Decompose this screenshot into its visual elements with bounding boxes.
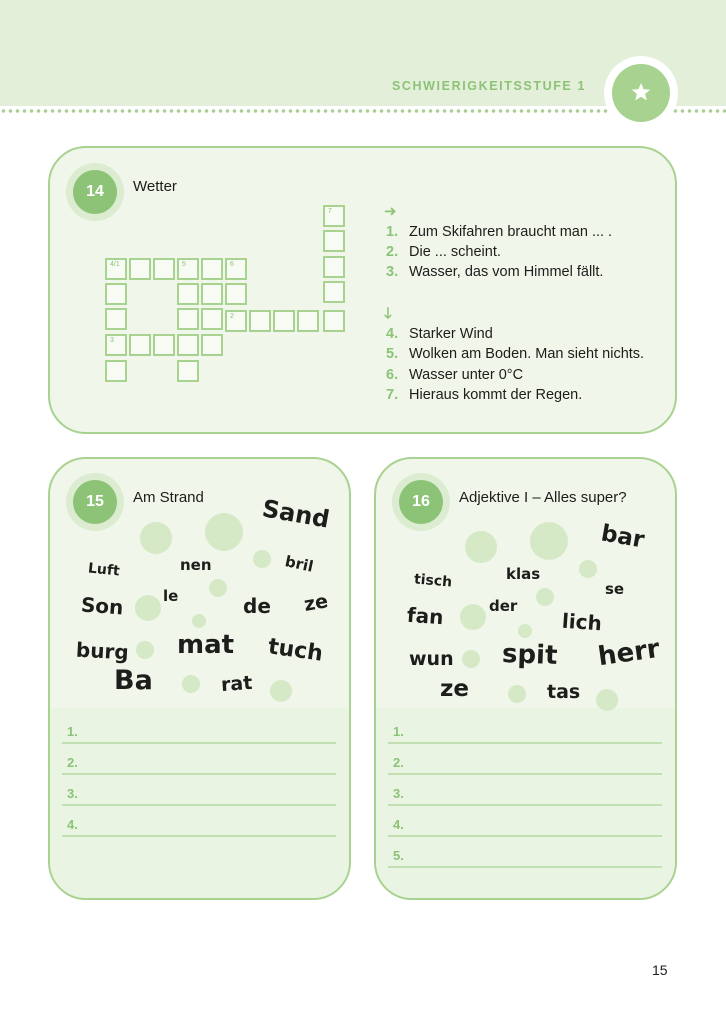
decorative-dot [270, 680, 292, 702]
syllable: spit [501, 639, 558, 671]
crossword-cell[interactable] [201, 258, 223, 280]
answer-line[interactable] [388, 835, 662, 837]
decorative-dot [182, 675, 200, 693]
crossword-cell[interactable] [153, 258, 175, 280]
crossword-cell[interactable] [153, 334, 175, 356]
answer-area [376, 708, 675, 898]
answer-number: 3. [393, 786, 404, 801]
crossword-cell[interactable] [249, 310, 271, 332]
crossword-cell[interactable] [225, 258, 247, 280]
exercise-number-badge [66, 473, 124, 531]
syllable: der [489, 597, 518, 615]
syllable: tisch [413, 571, 453, 591]
clue-item: 2. Die ... scheint. [386, 244, 501, 260]
crossword-cell[interactable] [177, 283, 199, 305]
exercise-14-card [48, 146, 677, 434]
syllable: burg [75, 637, 130, 665]
decorative-dot [205, 513, 243, 551]
syllable: fan [406, 602, 445, 630]
answer-line[interactable] [62, 773, 336, 775]
syllable: ze [302, 590, 330, 616]
crossword-cell[interactable] [105, 283, 127, 305]
crossword-cell[interactable] [201, 334, 223, 356]
crossword-cell[interactable] [323, 205, 345, 227]
clue-number: 6 [230, 261, 234, 268]
decorative-dot [579, 560, 597, 578]
answer-number: 2. [393, 755, 404, 770]
answer-line[interactable] [62, 804, 336, 806]
exercise-number: 15 [73, 480, 117, 524]
exercise-number: 16 [399, 480, 443, 524]
answer-number: 3. [67, 786, 78, 801]
answer-area [50, 708, 349, 898]
answer-number: 5. [393, 848, 404, 863]
syllable: de [243, 594, 271, 618]
crossword-cell[interactable] [105, 360, 127, 382]
crossword-cell[interactable] [323, 256, 345, 278]
decorative-dot [465, 531, 497, 563]
syllable: se [605, 580, 625, 598]
syllable: le [163, 587, 179, 605]
decorative-dot [140, 522, 172, 554]
syllable: Luft [87, 560, 121, 580]
syllable: nen [180, 556, 212, 574]
crossword-cell[interactable] [177, 334, 199, 356]
syllable: bar [599, 520, 647, 554]
syllable: rat [220, 671, 254, 697]
answer-line[interactable] [388, 866, 662, 868]
syllable: Sand [260, 494, 332, 534]
clue-item: 5. Wolken am Boden. Man sieht nichts. [386, 346, 645, 362]
crossword-cell[interactable] [105, 334, 127, 356]
clue-item: 3. Wasser, das vom Himmel fällt. [386, 264, 604, 280]
decorative-dot [508, 685, 526, 703]
answer-number: 1. [67, 724, 78, 739]
exercise-number: 14 [73, 170, 117, 214]
decorative-dot [536, 588, 554, 606]
crossword-cell[interactable] [297, 310, 319, 332]
decorative-dot [460, 604, 486, 630]
crossword-cell[interactable] [177, 258, 199, 280]
crossword-cell[interactable] [323, 281, 345, 303]
answer-line[interactable] [62, 742, 336, 744]
page-number: 15 [652, 962, 668, 978]
clue-number: 4/1 [110, 261, 120, 268]
answer-number: 4. [67, 817, 78, 832]
decorative-dot [135, 595, 161, 621]
syllable: ze [440, 676, 469, 702]
decorative-dot [136, 641, 154, 659]
answer-number: 1. [393, 724, 404, 739]
crossword-cell[interactable] [129, 334, 151, 356]
answer-line[interactable] [388, 804, 662, 806]
decorative-dot [192, 614, 206, 628]
clue-number: 7 [328, 208, 332, 215]
crossword-cell[interactable] [177, 308, 199, 330]
answer-line[interactable] [388, 742, 662, 744]
clue-item: 1. Zum Skifahren braucht man ... . [386, 224, 613, 240]
clue-number: 2 [230, 313, 234, 320]
crossword-cell[interactable] [323, 230, 345, 252]
exercise-title: Adjektive I – Alles super? [459, 489, 627, 506]
clue-number: 3 [110, 337, 114, 344]
syllable: tuch [266, 634, 325, 667]
decorative-dot [253, 550, 271, 568]
exercise-number-badge [392, 473, 450, 531]
down-arrow-icon: 🡓 [384, 305, 392, 322]
decorative-dot [596, 689, 618, 711]
syllable: wun [409, 648, 454, 670]
crossword-cell[interactable] [201, 283, 223, 305]
answer-number: 2. [67, 755, 78, 770]
answer-number: 4. [393, 817, 404, 832]
level-badge [612, 64, 670, 122]
syllable: Ba [114, 665, 153, 696]
decorative-dot [530, 522, 568, 560]
decorative-dot [462, 650, 480, 668]
decorative-dot [209, 579, 227, 597]
answer-line[interactable] [388, 773, 662, 775]
crossword-cell[interactable] [201, 308, 223, 330]
crossword-cell[interactable] [105, 258, 127, 280]
difficulty-level-label: SCHWIERIGKEITSSTUFE 1 [391, 79, 586, 93]
syllable: Son [80, 592, 125, 620]
exercise-title: Am Strand [133, 489, 204, 506]
clue-number: 5 [182, 261, 186, 268]
clue-item: 7. Hieraus kommt der Regen. [386, 387, 583, 403]
answer-line[interactable] [62, 835, 336, 837]
exercise-number-badge [66, 163, 124, 221]
star-icon [631, 82, 651, 102]
crossword-cell[interactable] [273, 310, 295, 332]
crossword-cell[interactable] [323, 310, 345, 332]
clue-item: 6. Wasser unter 0°C [386, 367, 524, 383]
syllable: klas [506, 565, 541, 583]
crossword-cell[interactable] [129, 258, 151, 280]
crossword-cell[interactable] [225, 310, 247, 332]
syllable: tas [547, 681, 581, 703]
crossword-cell[interactable] [225, 283, 247, 305]
crossword-cell[interactable] [105, 308, 127, 330]
across-arrow-icon: ➜ [384, 203, 397, 220]
syllable: bril [283, 552, 315, 576]
syllable: mat [177, 630, 235, 660]
clue-item: 4. Starker Wind [386, 326, 493, 342]
exercise-title: Wetter [133, 178, 177, 195]
decorative-dot [518, 624, 532, 638]
syllable: lich [561, 608, 603, 636]
syllable: herr [596, 633, 662, 673]
crossword-cell[interactable] [177, 360, 199, 382]
exercise-16-card [374, 457, 677, 900]
